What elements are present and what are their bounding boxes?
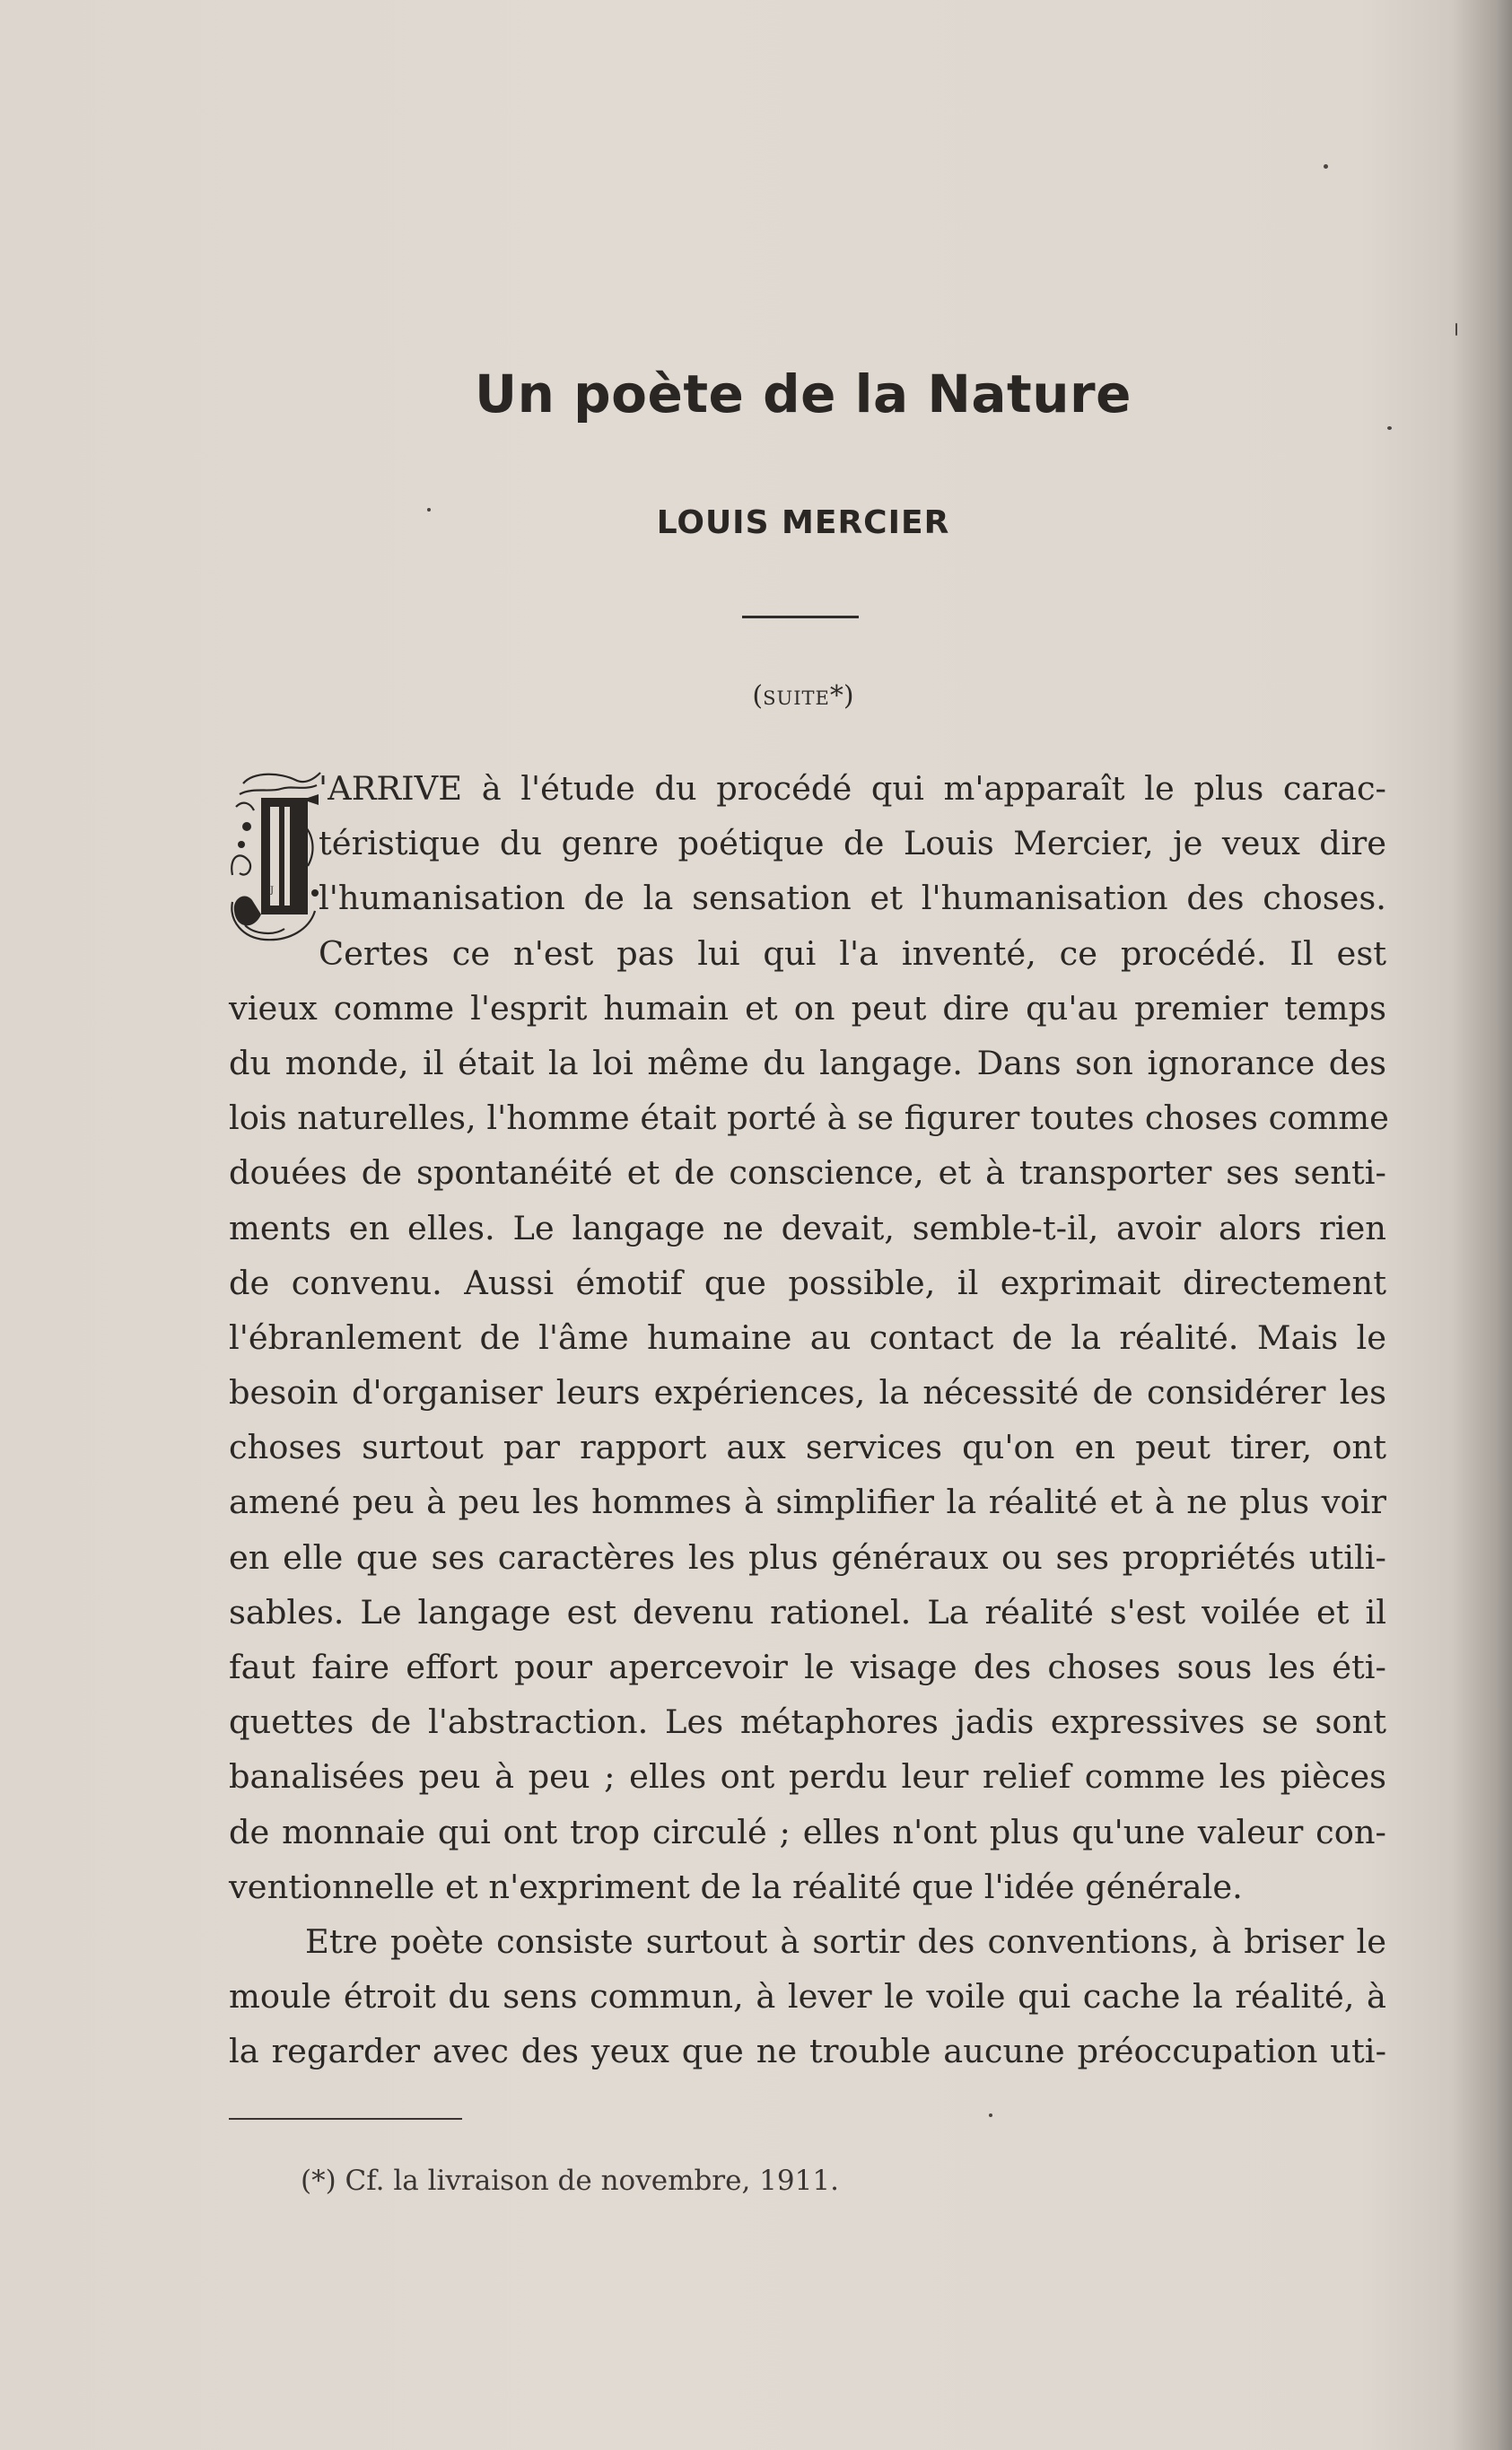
body-line: lois naturelles, l'homme était porté à se figurer toutes choses comme [229, 1098, 1389, 1138]
body-line: amené peu à peu les hommes à simplifier la réalité et à ne plus voir [229, 1483, 1386, 1522]
body-line: en elle que ses caractères les plus généraux ou ses propriétés utili- [229, 1537, 1386, 1577]
body-line: choses surtout par rapport aux services qu'on en peut tirer, ont [229, 1428, 1386, 1467]
paper-speck [1455, 323, 1457, 336]
body-line: quettes de l'abstraction. Les métaphores jadis expressives se sont [229, 1702, 1386, 1742]
body-line: vieux comme l'esprit humain et on peut dire qu'au premier temps [229, 988, 1386, 1028]
footnote: (*) Cf. la livraison de novembre, 1911. [301, 2165, 839, 2197]
body-line: faut faire effort pour apercevoir le visage des choses sous les éti- [229, 1648, 1386, 1686]
body-line: ments en elles. Le langage ne devait, semble-t-il, avoir alors rien [229, 1208, 1386, 1247]
body-line: besoin d'organiser leurs expériences, la nécessité de considérer les [229, 1373, 1386, 1413]
body-line: la regarder avec des yeux que ne trouble aucune préoccupation uti- [229, 2032, 1386, 2071]
body-line: de convenu. Aussi émotif que possible, il exprimait directement [229, 1263, 1386, 1302]
continuation-note [0, 680, 1512, 712]
footnote-divider [229, 2118, 462, 2120]
body-line: douées de spontanéité et de conscience, et à transporter ses senti- [229, 1153, 1386, 1193]
body-line: sables. Le langage est devenu rationel. La réalité s'est voilée et il [229, 1592, 1386, 1632]
paper-speck [1387, 426, 1392, 430]
body-line: du monde, il était la loi même du langage. Dans son ignorance des [229, 1043, 1386, 1082]
body-line: téristique du genre poétique de Louis Mercier, je veux dire [319, 824, 1386, 863]
continuation-close: *) [829, 680, 854, 712]
body-line: Etre poète consiste surtout à sortir des conventions, à briser le [305, 1921, 1386, 1961]
article-subtitle: LOUIS MERCIER [656, 504, 950, 541]
body-line: ventionnelle et n'expriment de la réalité que l'idée générale. [229, 1867, 1243, 1906]
article-title: Un poète de la Nature [475, 363, 1132, 424]
body-line: Certes ce n'est pas lui qui l'a inventé, ce procédé. Il est [319, 933, 1386, 973]
paper-speck [989, 2113, 992, 2117]
paper-speck [427, 508, 431, 512]
continuation-word: suite [763, 680, 830, 712]
body-line: banalisées peu à peu ; elles ont perdu leur relief comme les pièces [229, 1757, 1386, 1797]
paper-speck [1324, 164, 1328, 169]
body-line: l'humanisation de la sensation et l'humanisation des choses. [319, 879, 1386, 918]
continuation-open: ( [752, 680, 764, 712]
body-line: l'ébranlement de l'âme humaine au contact de la réalité. Mais le [229, 1317, 1386, 1357]
title-divider [742, 616, 859, 618]
body-line: 'ARRIVE à l'étude du procédé qui m'apparaît le plus carac- [319, 769, 1386, 808]
dropcap-letter: J [270, 886, 275, 896]
body-line: de monnaie qui ont trop circulé ; elles n'ont plus qu'une valeur con- [229, 1812, 1386, 1851]
body-line: moule étroit du sens commun, à lever le voile qui cache la réalité, à [229, 1977, 1386, 2017]
article-body [229, 761, 1389, 2079]
